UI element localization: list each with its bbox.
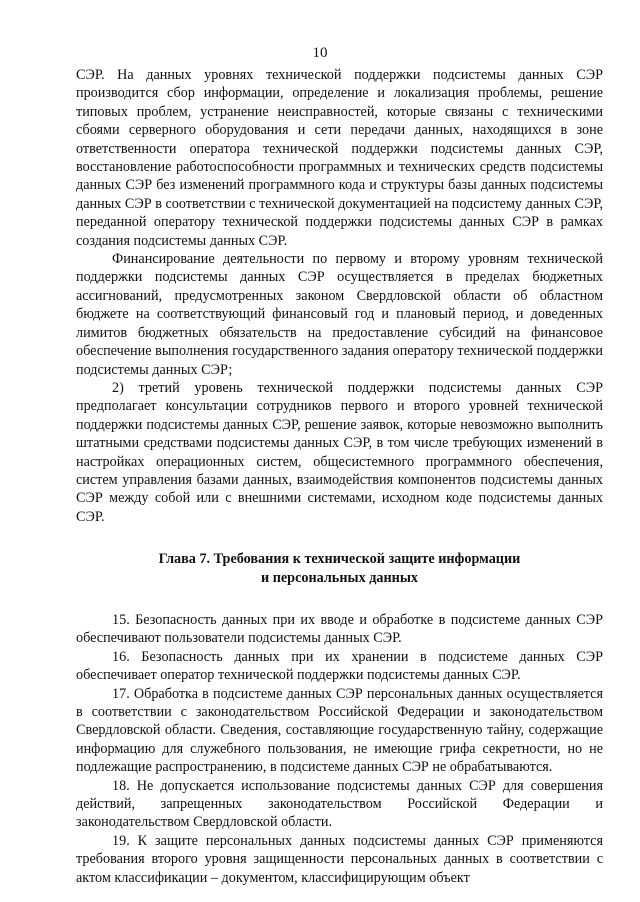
page-number: 10 (312, 45, 328, 61)
chapter-heading-line-2: и персональных данных (260, 569, 418, 586)
paragraph-item-16: 16. Безопасность данных при их хранении в подсистеме данных СЭР обеспечивает оператор технической поддержки подсистемы данных СЭР. (76, 648, 603, 684)
document-body (76, 66, 603, 887)
paragraph-financing: Финансирование деятельности по первому и второму уровням технической поддержки подсистемы данных СЭР осуществляется в пределах бюджетных ассигнований, предусмотренных законом Свердловской области об областном бюджете на соответствующий финансовый год и плановый период, и доведенных лимитов бюджетных обязательств на предоставление субсидий на финансовое обеспечение выполнения государственного задания оператору технической поддержки подсистемы данных СЭР; (76, 251, 603, 378)
paragraph-continuation: СЭР. На данных уровнях технической поддержки подсистемы данных СЭР производится сбор информации, определение и локализация проблемы, решение типовых проблем, устранение неисправностей, которые связаны с техническими сбоями серверного оборудования и сети передачи данных, находящихся в зоне ответственности оператора технической поддержки подсистемы данных СЭР, восстановление работоспособности программных и технических средств подсистемы данных СЭР без изменений программного кода и структуры базы данных подсистемы данных СЭР в соответствии с технической документацией на подсистему данных СЭР, переданной оператору технической поддержки подсистемы данных СЭР в рамках создания подсистемы данных СЭР. (76, 67, 603, 249)
paragraph-item-17: 17. Обработка в подсистеме данных СЭР персональных данных осуществляется в соответствии с законодательством Российской Федерации и законодательством Свердловской области. Сведения, составляющие государственную тайну, содержащие информацию для служебного пользования, не имеющие грифа секретности, но не подлежащие распространению, в подсистеме данных СЭР не обрабатываются. (76, 685, 603, 776)
paragraph-third-level-support: 2) третий уровень технической поддержки подсистемы данных СЭР предполагает консультации сотрудников первого и второго уровней технической поддержки подсистемы данных СЭР, решение заявок, которые невозможно выполнить штатными средствами подсистемы данных СЭР, в том числе требующих изменений в настройках операционных систем, общесистемного программного обеспечения, систем управления базами данных, взаимодействия компонентов подсистемы данных СЭР между собой или с внешними системами, исходном коде подсистемы данных СЭР. (76, 379, 603, 525)
chapter-heading-line-1: Глава 7. Требования к технической защите информации (158, 551, 521, 568)
paragraph-item-19: 19. К защите персональных данных подсистемы данных СЭР применяются требования второго уровня защищенности персональных данных в соответствии с актом классификации – документом, классифицирующим объект (76, 832, 603, 886)
chapter-heading (76, 550, 603, 587)
paragraph-item-15: 15. Безопасность данных при их вводе и обработке в подсистеме данных СЭР обеспечивают пользователи подсистемы данных СЭР. (76, 611, 603, 647)
paragraph-item-18: 18. Не допускается использование подсистемы данных СЭР для совершения действий, запрещенных законодательством Российской Федерации и законодательством Свердловской области. (76, 777, 603, 831)
